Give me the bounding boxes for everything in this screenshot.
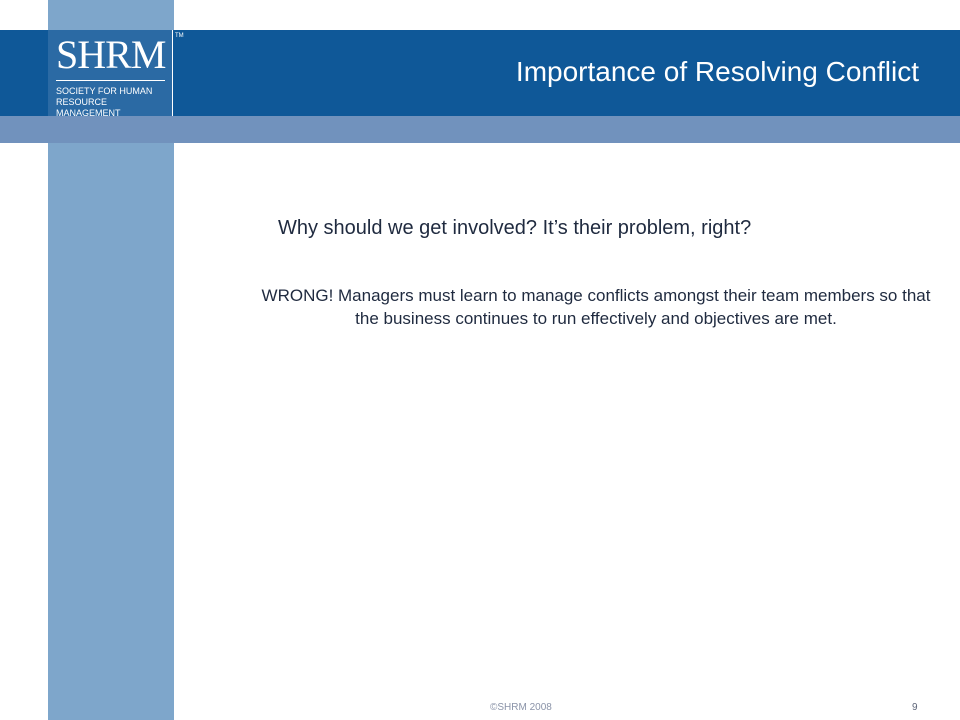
shrm-logo — [48, 30, 184, 118]
logo-mark: SHRM — [56, 32, 166, 77]
footer-page-number: 9 — [912, 702, 918, 713]
logo-divider — [56, 80, 165, 81]
slide-question: Why should we get involved? It’s their problem, right? — [278, 217, 752, 239]
logo-tagline-line1: SOCIETY FOR HUMAN — [56, 86, 153, 96]
logo-tagline-line2: RESOURCE MANAGEMENT — [56, 97, 121, 118]
logo-tagline — [56, 86, 168, 119]
logo-trademark: TM — [175, 33, 184, 39]
footer-copyright: ©SHRM 2008 — [490, 702, 552, 713]
slide-title: Importance of Resolving Conflict — [515, 56, 919, 87]
sub-band — [0, 116, 960, 143]
slide-answer: WRONG! Managers must learn to manage conflicts amongst their team members so that the business continues to run effectively and objectives are met. — [261, 286, 931, 328]
